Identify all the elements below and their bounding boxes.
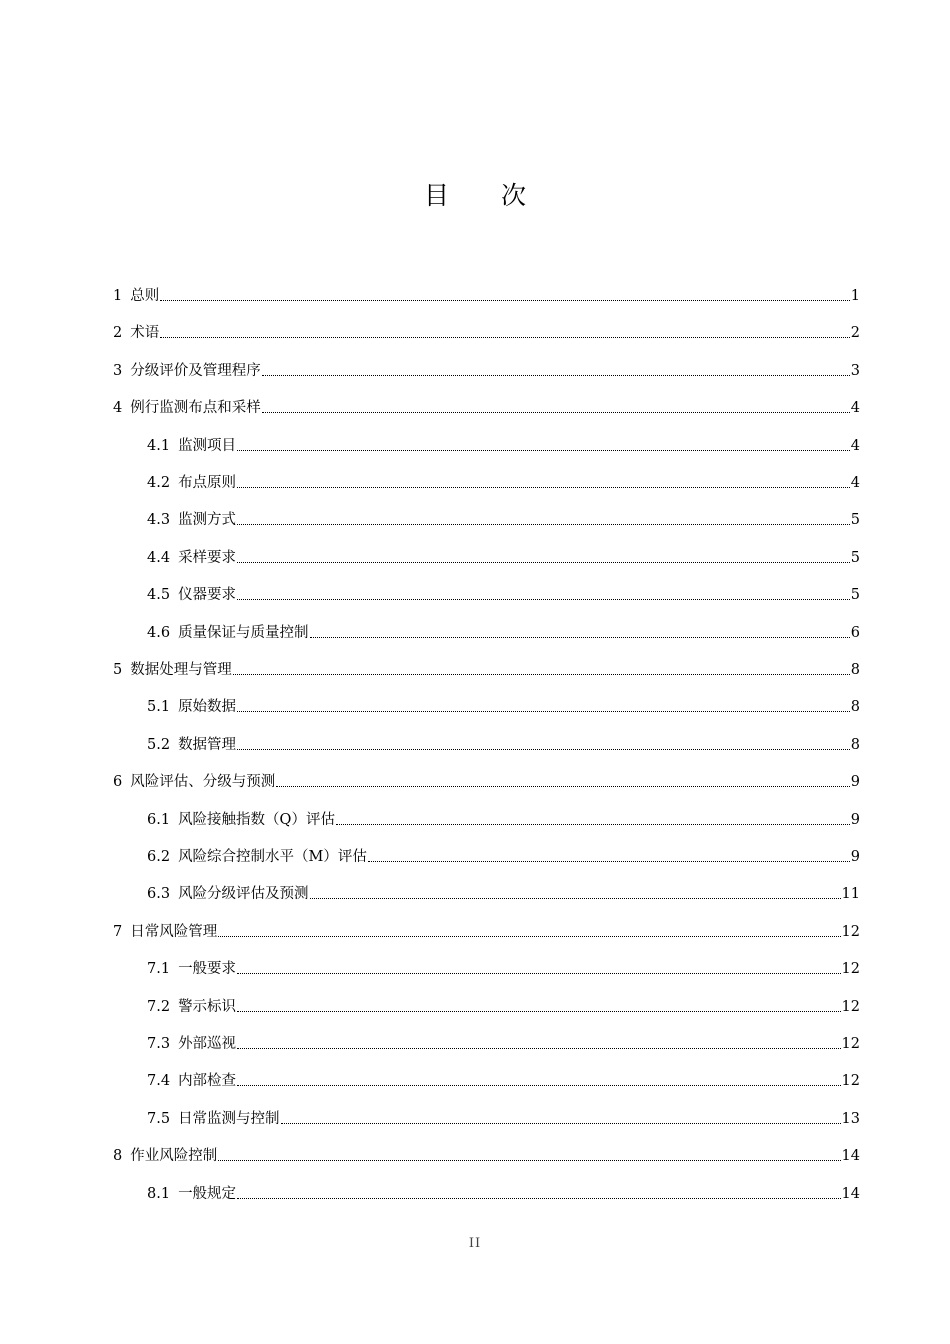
toc-leader-dots: [160, 300, 850, 301]
toc-entry-label: 警示标识: [178, 999, 237, 1015]
toc-entry-label: 内部检查: [178, 1073, 237, 1089]
toc-leader-dots: [237, 1048, 840, 1049]
toc-entry-page: 4: [850, 400, 860, 416]
toc-entry-page: 14: [841, 1186, 860, 1202]
toc-entry-page: 8: [850, 699, 860, 715]
toc-entry-page: 12: [841, 1073, 860, 1089]
toc-entry-number: 6.2: [147, 849, 171, 865]
toc-entry[interactable]: [113, 918, 860, 942]
toc-entry-page: 9: [850, 812, 860, 828]
toc-entry-number: 5.1: [147, 699, 171, 715]
title-char-1: 目: [423, 181, 449, 210]
toc-entry-page: 12: [841, 999, 860, 1015]
toc-entry-label: 作业风险控制: [130, 1148, 218, 1164]
toc-entry[interactable]: [147, 581, 860, 605]
toc-leader-dots: [237, 973, 840, 974]
toc-entry-label: 质量保证与质量控制: [178, 625, 309, 641]
toc-entry-label: 例行监测布点和采样: [130, 400, 261, 416]
toc-leader-dots: [368, 861, 850, 862]
toc-entry-page: 8: [850, 662, 860, 678]
toc-entry-number: 4.1: [147, 438, 171, 454]
toc-leader-dots: [237, 1198, 840, 1199]
toc-entry-number: 4.2: [147, 475, 171, 491]
toc-entry-label: 监测方式: [178, 512, 237, 528]
toc-entry[interactable]: [113, 656, 860, 680]
toc-entry-number: 3: [113, 363, 123, 379]
toc-entry-number: 6.3: [147, 886, 171, 902]
toc-entry[interactable]: [113, 768, 860, 792]
toc-entry-number: 4.5: [147, 587, 171, 603]
toc-leader-dots: [233, 674, 850, 675]
toc-entry[interactable]: [147, 843, 860, 867]
toc-entry-number: 1: [113, 288, 123, 304]
toc-leader-dots: [237, 487, 850, 488]
toc-entry-number: 7.2: [147, 999, 171, 1015]
toc-entry[interactable]: [147, 432, 860, 456]
toc-entry-number: 4.6: [147, 625, 171, 641]
toc-entry-label: 日常监测与控制: [178, 1111, 280, 1127]
toc-entry-number: 6: [113, 774, 123, 790]
toc-entry-page: 12: [841, 924, 860, 940]
toc-entry-number: 5: [113, 662, 123, 678]
toc-entry-label: 分级评价及管理程序: [130, 363, 261, 379]
toc-leader-dots: [237, 524, 850, 525]
toc-entry-page: 4: [850, 475, 860, 491]
toc-entry-number: 7: [113, 924, 123, 940]
toc-entry[interactable]: [113, 357, 860, 381]
toc-entry[interactable]: [147, 806, 860, 830]
toc-leader-dots: [237, 749, 850, 750]
toc-entry[interactable]: [147, 544, 860, 568]
toc-leader-dots: [218, 1160, 840, 1161]
toc-entry-page: 2: [850, 325, 860, 341]
toc-entry-page: 5: [850, 550, 860, 566]
toc-leader-dots: [237, 562, 850, 563]
toc-entry-number: 6.1: [147, 812, 171, 828]
toc-leader-dots: [310, 898, 841, 899]
toc-leader-dots: [237, 1085, 840, 1086]
toc-leader-dots: [310, 637, 850, 638]
toc-entry-label: 数据处理与管理: [130, 662, 232, 678]
toc-entry-page: 12: [841, 961, 860, 977]
toc-entry-number: 2: [113, 325, 123, 341]
toc-leader-dots: [218, 936, 840, 937]
toc-entry-number: 5.2: [147, 737, 171, 753]
toc-entry-label: 风险分级评估及预测: [178, 886, 309, 902]
toc-entry[interactable]: [113, 394, 860, 418]
toc-entry-number: 4.4: [147, 550, 171, 566]
toc-entry-label: 日常风险管理: [130, 924, 218, 940]
toc-entry[interactable]: [147, 1180, 860, 1204]
toc-entry-label: 术语: [130, 325, 160, 341]
toc-leader-dots: [281, 1123, 841, 1124]
toc-entry-page: 13: [841, 1111, 860, 1127]
toc-entry[interactable]: [147, 955, 860, 979]
toc-entry[interactable]: [147, 1105, 860, 1129]
toc-entry-number: 8.1: [147, 1186, 171, 1202]
toc-entry-page: 1: [850, 288, 860, 304]
toc-entry-label: 风险接触指数（Q）评估: [178, 812, 335, 828]
toc-entry-number: 8: [113, 1148, 123, 1164]
toc-entry[interactable]: [147, 993, 860, 1017]
toc-entry-page: 5: [850, 587, 860, 603]
toc-entry-page: 6: [850, 625, 860, 641]
toc-entry-label: 风险综合控制水平（M）评估: [178, 849, 367, 865]
toc-entry[interactable]: [147, 469, 860, 493]
title-char-2: 次: [501, 181, 527, 210]
toc-entry[interactable]: [147, 506, 860, 530]
toc-entry-label: 风险评估、分级与预测: [130, 774, 276, 790]
toc-entry-page: 14: [841, 1148, 860, 1164]
toc-leader-dots: [237, 450, 850, 451]
toc-leader-dots: [237, 711, 850, 712]
toc-entry-number: 7.3: [147, 1036, 171, 1052]
toc-entry-page: 4: [850, 438, 860, 454]
toc-entry-page: 11: [841, 886, 860, 902]
toc-leader-dots: [262, 375, 850, 376]
toc-entry-label: 原始数据: [178, 699, 237, 715]
toc-entry-label: 布点原则: [178, 475, 237, 491]
toc-entry[interactable]: [113, 282, 860, 306]
toc-entry-label: 数据管理: [178, 737, 237, 753]
toc-entry-page: 9: [850, 849, 860, 865]
toc-leader-dots: [276, 786, 850, 787]
toc-entry-label: 仪器要求: [178, 587, 237, 603]
toc-entry-number: 7.5: [147, 1111, 171, 1127]
toc-leader-dots: [237, 1011, 840, 1012]
toc-entry-page: 9: [850, 774, 860, 790]
toc-entry-label: 采样要求: [178, 550, 237, 566]
toc-leader-dots: [237, 599, 850, 600]
page-title: [0, 176, 950, 212]
toc-entry[interactable]: [147, 619, 860, 643]
toc-entry[interactable]: [147, 693, 860, 717]
toc-entry-label: 监测项目: [178, 438, 237, 454]
toc-entry-number: 7.4: [147, 1073, 171, 1089]
toc-entry-page: 12: [841, 1036, 860, 1052]
toc-entry-number: 4: [113, 400, 123, 416]
toc-entry-label: 一般要求: [178, 961, 237, 977]
toc-entry[interactable]: [147, 880, 860, 904]
toc-entry-page: 8: [850, 737, 860, 753]
toc-leader-dots: [160, 337, 850, 338]
toc-entry-page: 3: [850, 363, 860, 379]
toc-entry[interactable]: [113, 1142, 860, 1166]
toc-leader-dots: [262, 412, 850, 413]
toc-entry-label: 外部巡视: [178, 1036, 237, 1052]
page-number: II: [468, 1236, 482, 1251]
toc-entry-label: 一般规定: [178, 1186, 237, 1202]
toc-entry-number: 7.1: [147, 961, 171, 977]
toc-entry[interactable]: [147, 1030, 860, 1054]
toc-entry-number: 4.3: [147, 512, 171, 528]
toc-leader-dots: [336, 824, 850, 825]
toc-entry[interactable]: [113, 319, 860, 343]
toc-entry-label: 总则: [130, 288, 160, 304]
toc-entry[interactable]: [147, 731, 860, 755]
toc-entry[interactable]: [147, 1067, 860, 1091]
toc-entry-page: 5: [850, 512, 860, 528]
